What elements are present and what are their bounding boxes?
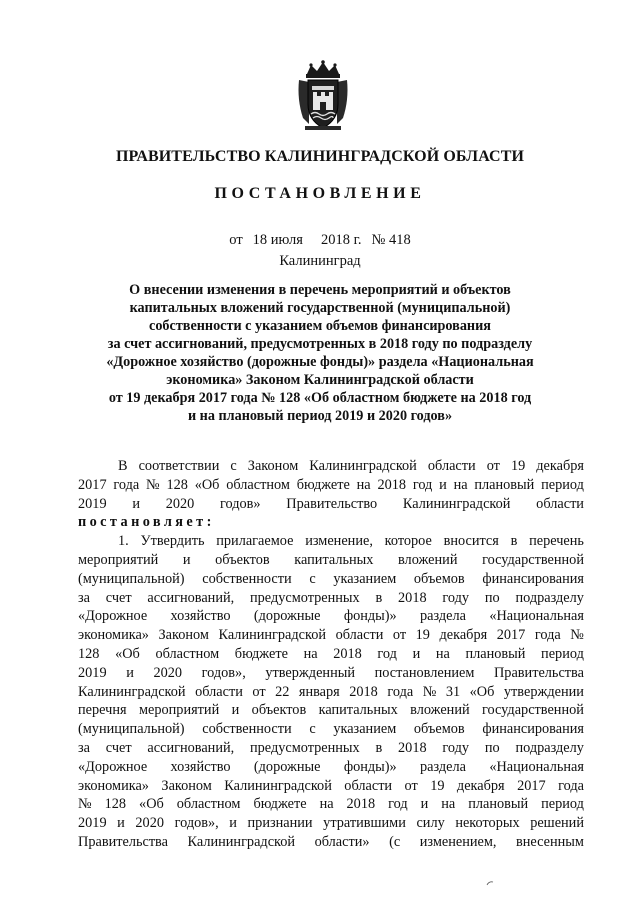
body-line: за счет ассигнований, предусмотренных в 2018 году по подразделу — [78, 589, 584, 606]
title-line: за счет ассигнований, предусмотренных в 2018 году по подразделу — [107, 336, 533, 352]
title-line: собственности с указанием объемов финансирования — [149, 318, 491, 334]
margin-mark — [486, 880, 494, 886]
body-line: № 128 «Об областном бюджете на 2018 год и на плановый период — [78, 796, 584, 813]
title-line: экономика» Законом Калининградской области — [166, 372, 474, 388]
document-type: ПОСТАНОВЛЕНИЕ — [214, 185, 426, 202]
body-line: Правительства Калининградской области» (с изменением, внесенным — [78, 833, 584, 850]
body-line: 2017 года № 128 «Об областном бюджете на 2018 год и на плановый период — [78, 476, 584, 493]
body-line: Калининградской области от 22 января 2018 года № 31 «Об утверждении — [78, 683, 584, 700]
document-body — [78, 457, 584, 852]
body-line: 2019 и 2020 годов» Правительство Калининградской области — [78, 495, 584, 512]
body-line: экономика» Законом Калининградской области от 19 декабря 2017 года № — [78, 627, 584, 644]
date-year: 2018 г. — [320, 232, 362, 248]
date-line — [0, 232, 640, 249]
body-line: за счет ассигнований, предусмотренных в 2018 году по подразделу — [78, 739, 584, 756]
body-line: экономика» Законом Калининградской области от 19 декабря 2017 года — [78, 777, 584, 794]
document-number: № 418 — [371, 232, 411, 248]
body-line: «Дорожное хозяйство (дорожные фонды)» раздела «Национальная — [78, 608, 584, 625]
title-line: капитальных вложений государственной (муниципальной) — [129, 300, 511, 316]
body-line: 128 «Об областном бюджете на 2018 год и на плановый период — [78, 645, 584, 662]
body-line: 1. Утвердить прилагаемое изменение, которое вносится в перечень — [118, 533, 584, 550]
body-line: 2019 и 2020 годов», и признании утратившими силу некоторых решений — [78, 815, 584, 832]
document-title — [100, 281, 540, 425]
title-line: О внесении изменения в перечень мероприятий и объектов — [129, 282, 511, 298]
body-line: 2019 и 2020 годов», утвержденный постановлением Правительства — [78, 664, 584, 681]
operative-word: постановляет: — [78, 514, 215, 531]
city: Калининград — [279, 253, 361, 269]
body-line: перечня мероприятий и объектов капитальных вложений государственной — [78, 702, 584, 719]
body-line: (муниципальной) собственности с указанием объемов финансирования — [78, 721, 584, 738]
body-line: «Дорожное хозяйство (дорожные фонды)» раздела «Национальная — [78, 758, 584, 775]
title-line: от 19 декабря 2017 года № 128 «Об областном бюджете на 2018 год — [108, 390, 532, 406]
title-line: и на плановый период 2019 и 2020 годов» — [187, 408, 453, 424]
body-line: В соответствии с Законом Калининградской области от 19 декабря — [118, 458, 584, 474]
title-line: «Дорожное хозяйство (дорожные фонды)» раздела «Национальная — [106, 354, 534, 370]
body-line: (муниципальной) собственности с указанием объемов финансирования — [78, 570, 584, 587]
body-line: мероприятий и объектов капитальных вложений государственной — [78, 551, 584, 568]
date-day-month: 18 июля — [252, 232, 303, 248]
date-prefix: от — [229, 232, 243, 248]
government-name: ПРАВИТЕЛЬСТВО КАЛИНИНГРАДСКОЙ ОБЛАСТИ — [115, 148, 525, 165]
coat-of-arms-emblem — [295, 60, 351, 132]
